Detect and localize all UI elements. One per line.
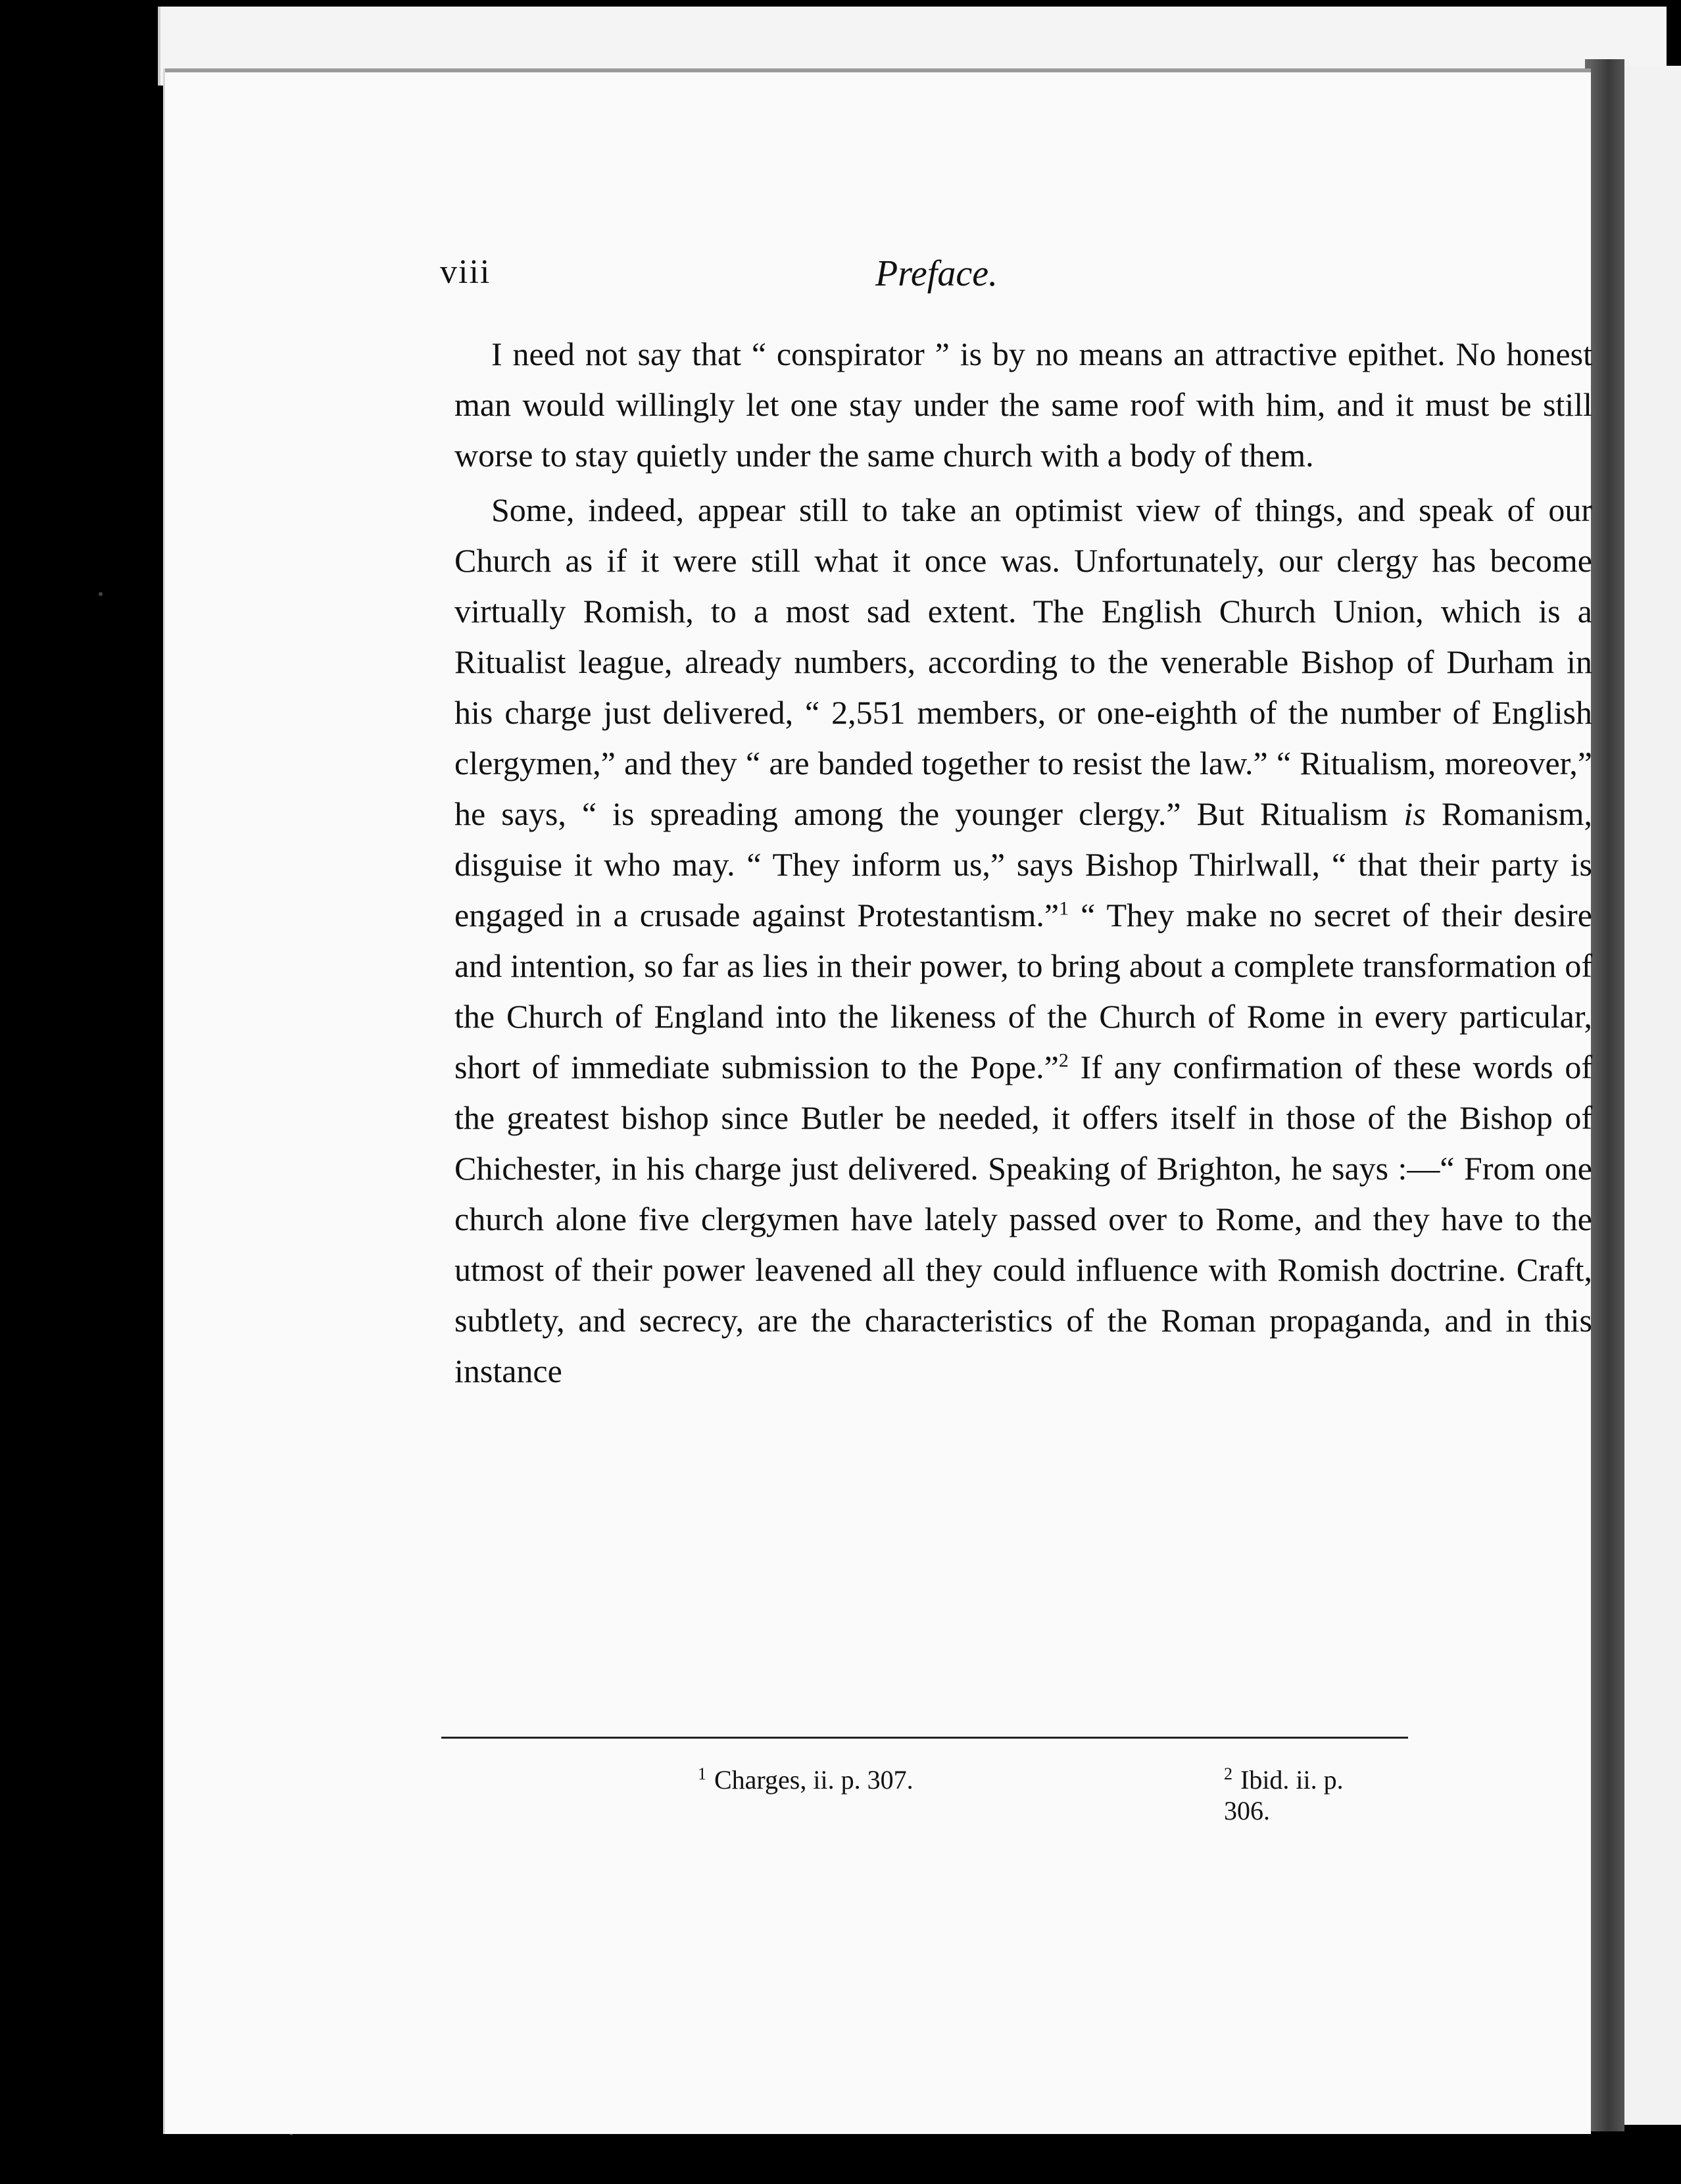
footnotes (533, 1764, 1388, 1825)
page-number: viii (440, 253, 491, 291)
paragraph-text: Romanism, disguise it who may. “ They inform us,” says Bishop Thirlwall, “ that their party is engaged in a crusade against Protestantism.” (454, 795, 1593, 933)
body-text (454, 329, 1592, 1397)
running-title: Preface. (875, 253, 998, 294)
text-block (440, 253, 1593, 2095)
paragraph (454, 485, 1592, 1397)
book-page (163, 68, 1591, 2134)
scan-speck (99, 592, 103, 596)
footnote-reference: 1 (1059, 897, 1069, 920)
footnote-text: Charges, ii. p. 307. (714, 1765, 914, 1795)
paragraph-text: If any confirmation of these words of the greatest bishop since Butler be needed, it offers itself in those of the Bishop of Chichester, in his charge just delivered. Speaking of Brighton, he says :—“ From one church alone five clergymen have lately passed over to Rome, and they have to the utmost of their power leavened all they could influence with Romish doctrine. Craft, subtlety, and secrecy, are the characteristics of the Roman propaganda, and in this instance (454, 1049, 1593, 1389)
paragraph-text: “ They make no secret of their desire and intention, so far as lies in their power, to bring about a complete transformation of the Church of England into the likeness of the Church of Rome in every particular, short of immediate submission to the Pope.” (454, 897, 1592, 1085)
footnote-text: Ibid. ii. p. 306. (1224, 1765, 1344, 1825)
italic-emphasis: is (1403, 795, 1426, 832)
running-head (440, 253, 1592, 316)
paragraph-text: I need not say that “ conspirator ” is by no means an attractive epithet. No honest man would willingly let one stay under the same roof with him, and it must be still worse to stay quietly under the same church with a body of them. (454, 335, 1592, 474)
facing-page-edge (1624, 66, 1681, 2125)
paragraph-text: Some, indeed, appear still to take an optimist view of things, and speak of our Church as if it were still what it once was. Unfortunately, our clergy has become virtually Romish, to a most sad extent. The English Church Union, which is a Ritualist league, already numbers, according to the venerable Bishop of Durham in his charge just delivered, “ 2,551 members, or one-eighth of the number of English clergymen,” and they “ are banded together to resist the law.” “ Ritualism, moreover,” he says, “ is spreading among the younger clergy.” But Ritualism (454, 491, 1592, 832)
paragraph (454, 329, 1592, 481)
footnote-reference: 2 (1058, 1049, 1069, 1072)
footnote-mark: 2 (1224, 1764, 1232, 1783)
footnote-1 (698, 1764, 914, 1795)
footnote-2 (1224, 1764, 1388, 1826)
footnote-mark: 1 (698, 1764, 706, 1783)
